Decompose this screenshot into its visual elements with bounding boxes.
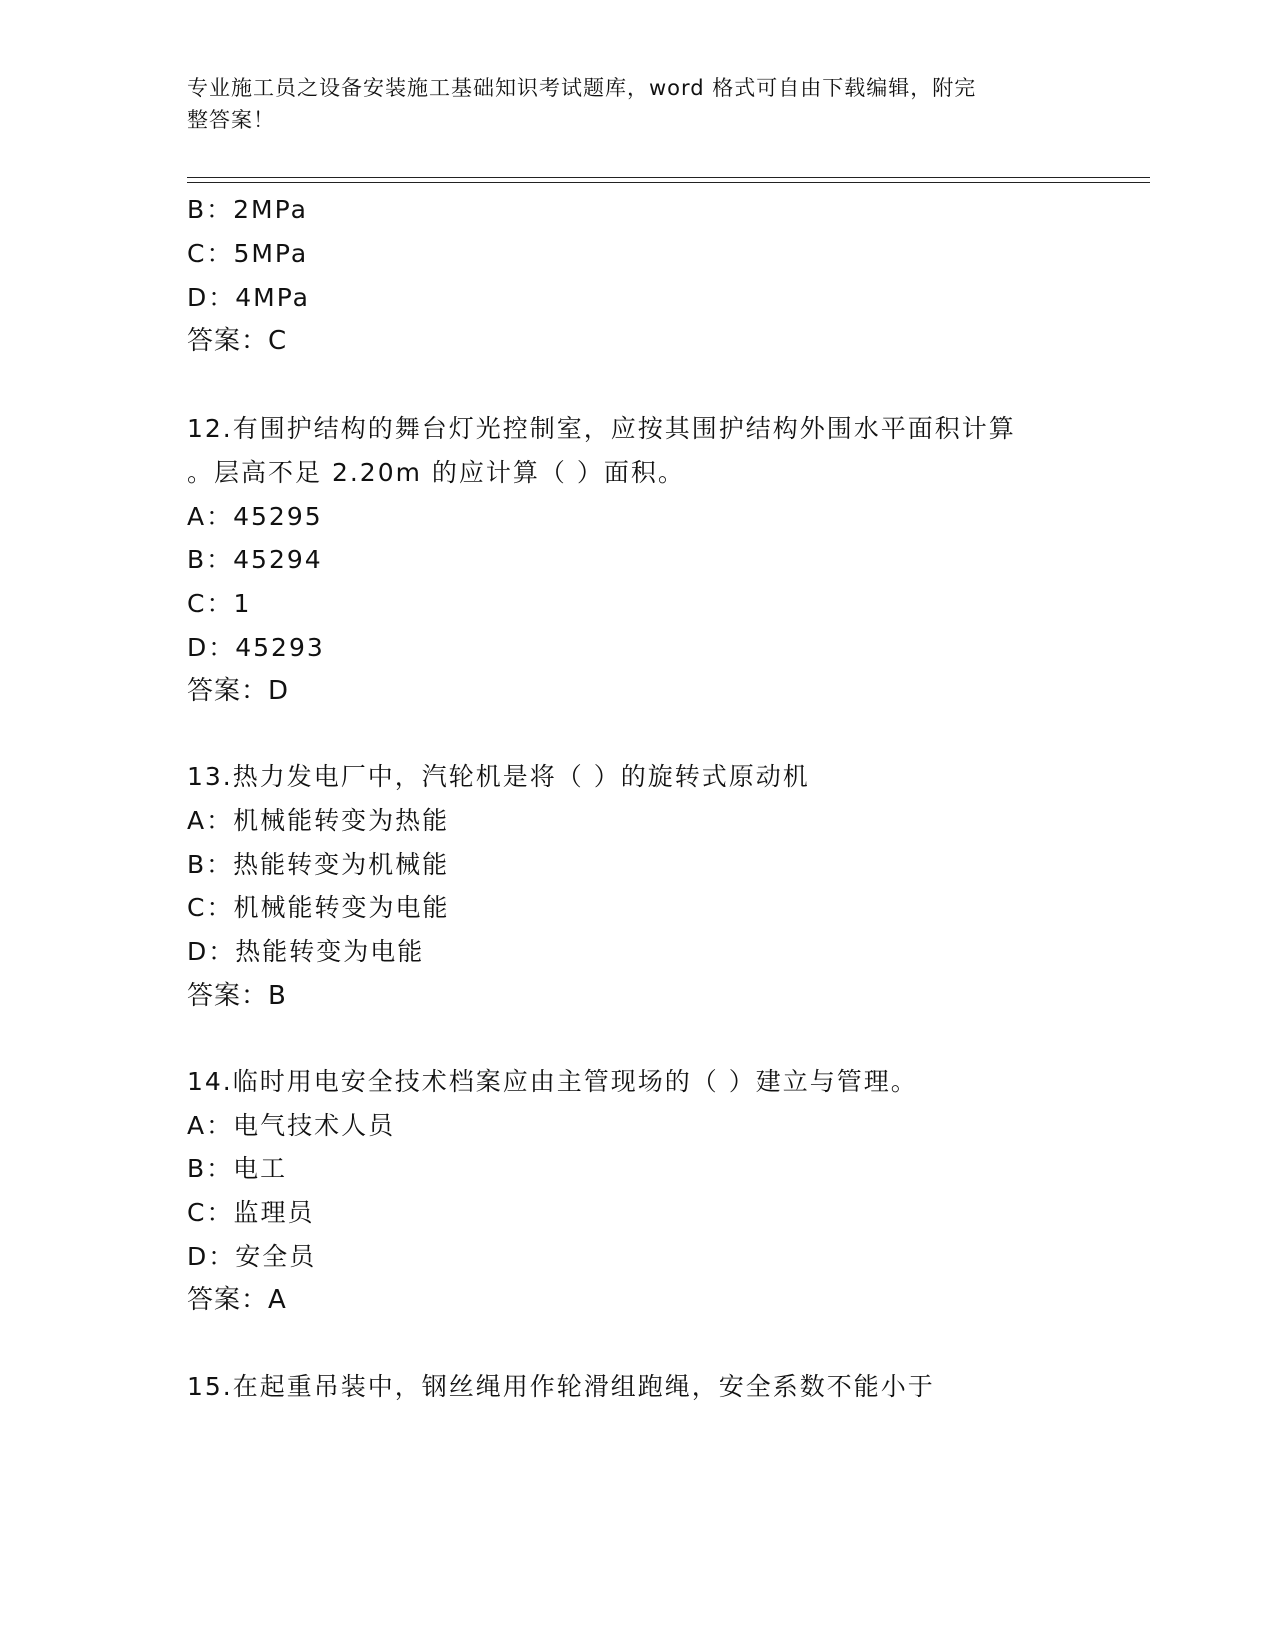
q14-answer: 答案：A (187, 1285, 287, 1315)
q12-answer: 答案：D (187, 676, 290, 706)
q13-answer: 答案：B (187, 981, 287, 1011)
q12-option-b: B：45294 (187, 545, 323, 574)
q11-option-b: B：2MPa (187, 195, 308, 224)
q12-stem-line-1: 12.有围护结构的舞台灯光控制室，应按其围护结构外围水平面积计算 (187, 414, 1016, 443)
q11-option-d: D：4MPa (187, 283, 310, 312)
q15-stem: 15.在起重吊装中，钢丝绳用作轮滑组跑绳，安全系数不能小于 (187, 1372, 935, 1401)
q13-option-c: C：机械能转变为电能 (187, 893, 450, 922)
header-rule-top (187, 177, 1150, 178)
q13-stem: 13.热力发电厂中，汽轮机是将（ ）的旋转式原动机 (187, 762, 810, 791)
q13-option-b: B：热能转变为机械能 (187, 850, 450, 879)
q12-option-a: A：45295 (187, 502, 323, 531)
header-rule-bottom (187, 182, 1150, 183)
q14-option-c: C：监理员 (187, 1198, 315, 1227)
q12-option-d: D：45293 (187, 633, 325, 662)
header-line-1: 专业施工员之设备安装施工基础知识考试题库，word 格式可自由下载编辑，附完 (187, 76, 977, 100)
q14-option-b: B：电工 (187, 1154, 288, 1183)
q14-option-d: D：安全员 (187, 1242, 317, 1271)
q11-option-c: C：5MPa (187, 239, 309, 268)
q12-option-c: C：1 (187, 589, 252, 618)
q14-option-a: A：电气技术人员 (187, 1111, 396, 1140)
q13-option-a: A：机械能转变为热能 (187, 806, 450, 835)
q11-answer: 答案：C (187, 326, 288, 356)
document-header (187, 72, 1067, 136)
q14-stem: 14.临时用电安全技术档案应由主管现场的（ ）建立与管理。 (187, 1067, 918, 1096)
header-line-2: 整答案！ (187, 108, 275, 132)
q13-option-d: D：热能转变为电能 (187, 937, 425, 966)
q12-stem-line-2: 。层高不足 2.20m 的应计算（ ）面积。 (187, 458, 685, 487)
